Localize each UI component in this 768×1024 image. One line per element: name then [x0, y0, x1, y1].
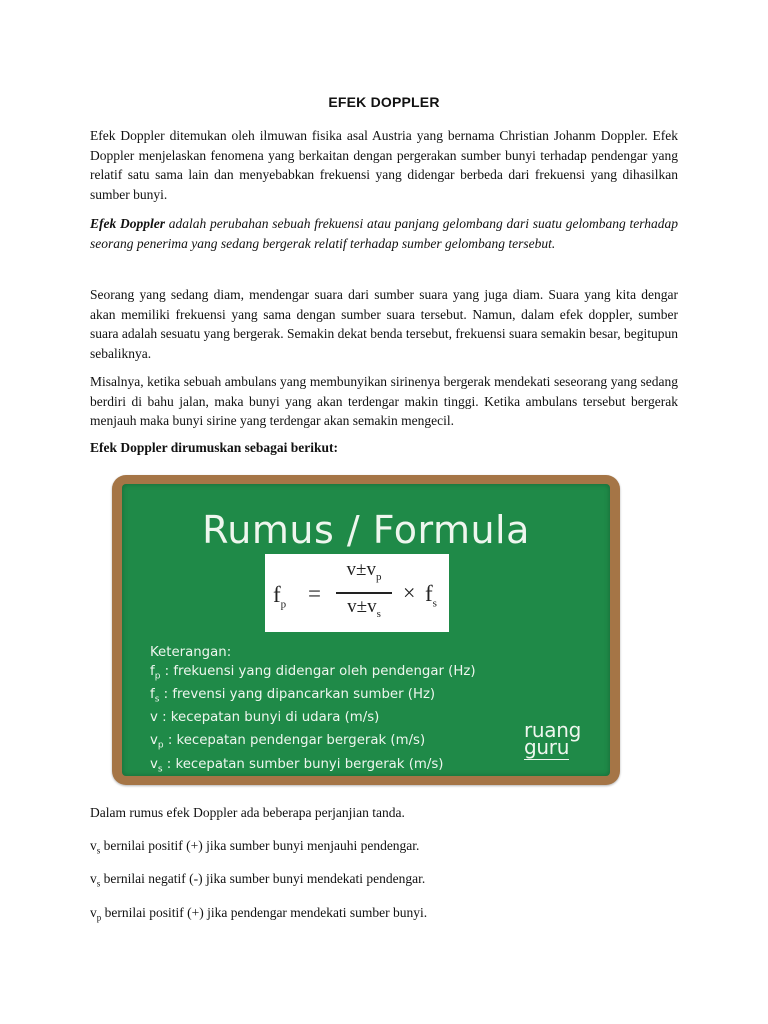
legend-item: $f_s$ : frevensi yang dipancarkan sumber (Hz) — [150, 686, 436, 705]
legend-item: v : kecepatan bunyi di udara (m/s) — [150, 710, 380, 726]
formula-denominator: $v\pm v_s$ — [347, 596, 381, 620]
definition-term: Efek Doppler — [90, 216, 165, 231]
fraction-bar — [336, 592, 392, 594]
sign-convention-intro: Dalam rumus efek Doppler ada beberapa perjanjian tanda. — [90, 805, 405, 820]
intro-paragraph: Efek Doppler ditemukan oleh ilmuwan fisika asal Austria yang bernama Christian Johanm Doppler. Efek Doppler menjelaskan fenomena yang berkaitan dengan pergerakan sumber bunyi terhadap pendengar yang relatif satu sama lain dan menyebabkan frekuensi yang didengar berbeda dari frekuensi yang dihasilkan sumber bunyi. — [90, 128, 678, 202]
sign-rule-1 — [90, 838, 419, 856]
chalkboard-surface — [122, 484, 610, 776]
rule-text: bernilai negatif (-) jika sumber bunyi mendekati pendengar. — [100, 871, 426, 886]
document-title: EFEK DOPPLER — [328, 94, 440, 110]
formula-rhs: $f_s$ — [425, 581, 437, 610]
legend-item: $v_s$ : kecepatan sumber bunyi bergerak (m/s) — [150, 756, 444, 775]
sign-rule-2 — [90, 871, 425, 889]
board-title: Rumus / Formula — [202, 508, 530, 552]
legend-item: $f_p$ : frekuensi yang didengar oleh pendengar (Hz) — [150, 663, 476, 682]
sign-rule-3 — [90, 905, 427, 923]
rule-var: v — [90, 871, 97, 886]
rule-sub: p — [96, 912, 102, 923]
definition-text: adalah perubahan sebuah frekuensi atau panjang gelombang dari suatu gelombang terhadap seorang penerima yang sedang bergerak relatif terhadap sumber gelombang tersebut. — [90, 216, 678, 251]
doppler-formula — [265, 554, 449, 632]
example-paragraph: Misalnya, ketika sebuah ambulans yang membunyikan sirinenya bergerak mendekati seseorang yang sedang berdiri di bahu jalan, maka bunyi yang akan terdengar makin tinggi. Ketika ambulans tersebut bergerak menjauh maka bunyi sirine yang terdengar akan semakin mengecil. — [90, 374, 678, 428]
rule-text: bernilai positif (+) jika pendengar mendekati sumber bunyi. — [101, 905, 428, 920]
formula-legend — [150, 644, 476, 779]
formula-heading: Efek Doppler dirumuskan sebagai berikut: — [90, 440, 339, 455]
rule-text: bernilai positif (+) jika sumber bunyi menjauhi pendengar. — [100, 838, 420, 853]
ruangguru-logo: ruang guru — [524, 718, 582, 759]
formula-numerator: $v\pm v_p$ — [346, 559, 382, 583]
explanation-paragraph: Seorang yang sedang diam, mendengar suara dari sumber suara yang juga diam. Suara yang kita dengar akan memiliki frekuensi yang sama dengan sumber suara tersebut. Namun, dalam efek doppler, sumber suara adalah sesuatu yang bergerak. Semakin dekat benda tersebut, frekuensi suara semakin besar, begitupun sebaliknya. — [90, 287, 678, 361]
legend-item: $v_p$ : kecepatan pendengar bergerak (m/s) — [150, 733, 426, 751]
rule-var: v — [90, 905, 97, 920]
formula-lhs: $f_p$ — [273, 582, 287, 611]
formula-equals: = — [308, 581, 321, 606]
rule-sub: s — [96, 878, 101, 889]
formula-times: × — [403, 580, 416, 605]
chalkboard-image — [112, 475, 620, 785]
definition-paragraph — [90, 214, 678, 253]
legend-heading: Keterangan: — [150, 645, 232, 660]
rule-var: v — [90, 838, 97, 853]
rule-sub: s — [96, 845, 101, 856]
